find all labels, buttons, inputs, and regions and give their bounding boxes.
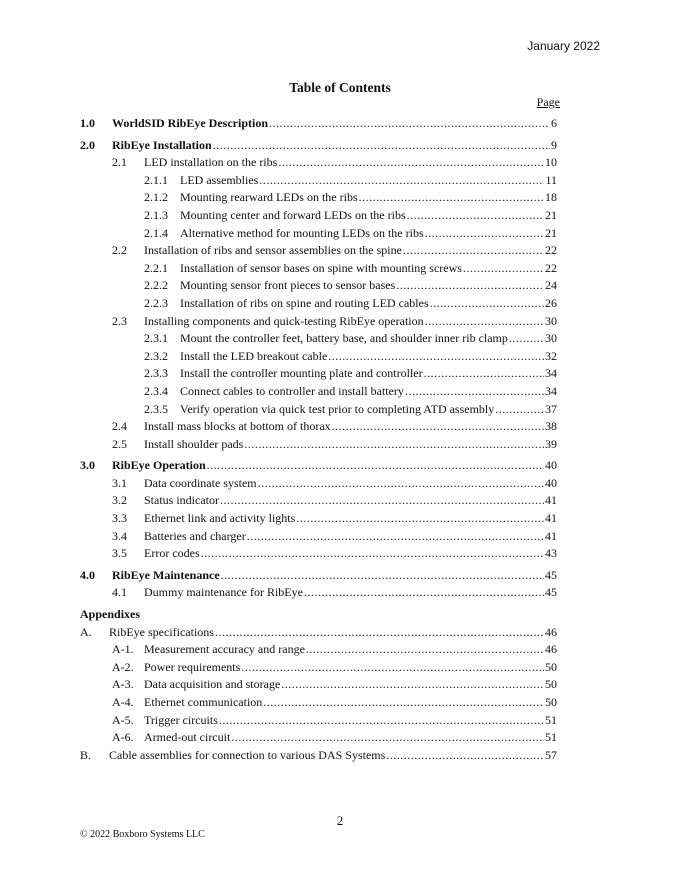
dot-leader <box>201 545 544 563</box>
toc-entry-number: 2.2.1 <box>144 260 168 275</box>
toc-entry[interactable] <box>80 348 557 366</box>
toc-entry-page: 21 <box>545 207 557 222</box>
dot-leader <box>396 277 544 295</box>
dot-leader <box>269 115 550 133</box>
dot-leader <box>425 225 544 243</box>
toc-entry-page: 34 <box>545 383 557 398</box>
toc-entry-page: 38 <box>545 419 557 434</box>
toc-entry-page: 45 <box>545 585 557 600</box>
header-date: January 2022 <box>527 39 600 53</box>
toc-entry-title: Installation of ribs on spine and routing LED cables <box>180 295 429 310</box>
appendix-entry-title: Measurement accuracy and range <box>144 642 305 657</box>
toc-entry-number: 2.5 <box>112 436 127 451</box>
toc-entry-number: 2.3.5 <box>144 401 168 416</box>
toc-entry-number: 2.2.2 <box>144 278 168 293</box>
toc-entry-page: 18 <box>545 190 557 205</box>
dot-leader <box>219 712 544 730</box>
toc-entry-page: 21 <box>545 225 557 240</box>
page-number: 2 <box>336 813 344 828</box>
appendix-entry[interactable] <box>80 641 557 659</box>
toc-entry[interactable] <box>80 492 557 510</box>
toc-entry-page: 40 <box>545 475 557 490</box>
toc-entry[interactable] <box>80 436 557 454</box>
toc-entry-page: 6 <box>551 116 557 130</box>
toc-entry-title: Dummy maintenance for RibEye <box>144 585 303 600</box>
dot-leader <box>407 207 544 225</box>
toc-entry-title: LED installation on the ribs <box>144 155 278 170</box>
dot-leader <box>281 676 544 694</box>
toc-entry[interactable] <box>80 295 557 313</box>
appendix-entry[interactable] <box>80 747 557 765</box>
toc-entry-number: 2.2 <box>112 243 127 258</box>
appendix-entry[interactable] <box>80 694 557 712</box>
toc-title: Table of Contents <box>289 80 391 95</box>
toc-entry-page: 26 <box>545 295 557 310</box>
toc-entry[interactable] <box>80 401 557 419</box>
toc-entry-title: RibEye Maintenance <box>112 567 220 582</box>
dot-leader <box>244 436 544 454</box>
toc-entry-title: Install mass blocks at bottom of thorax <box>144 419 331 434</box>
toc-entry-title: Installing components and quick-testing RibEye operation <box>144 313 424 328</box>
toc-entry-page: 45 <box>545 567 557 582</box>
toc-entry[interactable] <box>80 567 557 585</box>
appendix-entry-title: Data acquisition and storage <box>144 677 281 692</box>
toc-entry-page: 11 <box>545 172 557 187</box>
toc-entry-title: Install the LED breakout cable <box>180 348 328 363</box>
toc-entry[interactable] <box>80 277 557 295</box>
appendix-entry-title: Armed-out circuit <box>144 730 231 745</box>
toc-entry[interactable] <box>80 225 557 243</box>
toc-entry[interactable] <box>80 365 557 383</box>
dot-leader <box>495 401 544 419</box>
toc-entry[interactable] <box>80 383 557 401</box>
toc-entry-title: Batteries and charger <box>144 528 246 543</box>
toc-entry[interactable] <box>80 189 557 207</box>
toc-entry-number: 2.1 <box>112 155 127 170</box>
toc-entry-page: 41 <box>545 528 557 543</box>
toc-entry[interactable] <box>80 475 557 493</box>
toc-entry-page: 34 <box>545 366 557 381</box>
toc-entry-page: 40 <box>545 458 557 473</box>
toc-entry-title: Status indicator <box>144 493 219 508</box>
toc-entry[interactable] <box>80 545 557 563</box>
toc-entry-number: 3.2 <box>112 493 127 508</box>
toc-entry-title: WorldSID RibEye Description <box>112 116 269 130</box>
dot-leader <box>405 383 544 401</box>
dot-leader <box>213 137 550 155</box>
toc-entry-title: RibEye Installation <box>112 137 212 152</box>
toc-entry[interactable] <box>80 172 557 190</box>
copyright-footer: © 2022 Boxboro Systems LLC <box>80 829 205 840</box>
toc-entry[interactable] <box>80 137 557 155</box>
toc-entry-title: Mount the controller feet, battery base, and shoulder inner rib clamp <box>180 331 508 346</box>
toc-entry-number: 2.4 <box>112 419 127 434</box>
appendix-entry-number: A-4. <box>112 695 134 709</box>
appendix-entry-title: Power requirements <box>144 659 241 674</box>
toc-entry-title: Mounting rearward LEDs on the ribs <box>180 190 358 205</box>
toc-entry-number: 3.5 <box>112 546 127 561</box>
dot-leader <box>278 154 544 172</box>
toc-entry[interactable] <box>80 330 557 348</box>
appendix-entry[interactable] <box>80 729 557 747</box>
dot-leader <box>425 313 544 331</box>
dot-leader <box>403 242 544 260</box>
toc-entry-page: 32 <box>545 348 557 363</box>
toc-entry-number: 2.1.4 <box>144 225 168 240</box>
toc-entry-title: Alternative method for mounting LEDs on the ribs <box>180 225 424 240</box>
toc-entry-title: Verify operation via quick test prior to completing ATD assembly <box>180 401 495 416</box>
toc-entry[interactable] <box>80 207 557 225</box>
toc-entry-page: 43 <box>545 546 557 561</box>
appendix-entry-number: A-3. <box>112 677 134 692</box>
toc-entry-number: 3.3 <box>112 511 127 526</box>
appendix-entry-title: Ethernet communication <box>144 695 263 709</box>
dot-leader <box>247 528 544 546</box>
toc-entry-page: 24 <box>545 278 557 293</box>
dot-leader <box>386 747 544 765</box>
dot-leader <box>424 365 544 383</box>
toc-entry-number: 3.0 <box>80 458 95 473</box>
toc-entry-number: 2.0 <box>80 137 95 152</box>
appendix-entry[interactable] <box>80 659 557 677</box>
toc-entry-number: 2.3 <box>112 313 127 328</box>
appendix-entry-title: Cable assemblies for connection to various DAS Systems <box>109 747 386 762</box>
toc-entry-page: 41 <box>545 511 557 526</box>
toc-entry-number: 4.0 <box>80 567 95 582</box>
toc-entry-page: 9 <box>551 137 557 152</box>
toc-entry-title: Mounting sensor front pieces to sensor bases <box>180 278 396 293</box>
toc-entry-title: Installation of sensor bases on spine with mounting screws <box>180 260 462 275</box>
toc-entry-number: 2.3.4 <box>144 383 168 398</box>
toc-entry-page: 39 <box>545 436 557 451</box>
toc-entry[interactable] <box>80 115 557 133</box>
toc-entry-number: 1.0 <box>80 116 95 130</box>
appendix-entry-page: 50 <box>545 659 557 674</box>
toc-entry-page: 30 <box>545 313 557 328</box>
appendix-entry-title: RibEye specifications <box>109 624 214 639</box>
toc-entry[interactable] <box>80 584 557 602</box>
dot-leader <box>231 729 544 747</box>
toc-entry[interactable] <box>80 510 557 528</box>
dot-leader <box>221 567 544 585</box>
dot-leader <box>463 260 544 278</box>
toc-entry[interactable] <box>80 457 557 475</box>
toc-entry[interactable] <box>80 260 557 278</box>
dot-leader <box>220 492 544 510</box>
dot-leader <box>306 641 544 659</box>
appendix-entry-page: 46 <box>545 642 557 657</box>
dot-leader <box>296 510 544 528</box>
toc-entry[interactable] <box>80 154 557 172</box>
toc-entry-number: 2.3.2 <box>144 348 168 363</box>
dot-leader <box>215 624 544 642</box>
appendix-heading: Appendixes <box>80 607 141 622</box>
toc-entry-title: LED assemblies <box>180 172 259 187</box>
dot-leader <box>430 295 544 313</box>
appendix-entry-number: B. <box>80 747 92 762</box>
appendix-entry-page: 57 <box>545 747 557 762</box>
toc-entry[interactable] <box>80 313 557 331</box>
toc-entry[interactable] <box>80 528 557 546</box>
toc-entry-number: 2.1.1 <box>144 172 168 187</box>
dot-leader <box>241 659 544 677</box>
appendix-entry-number: A-6. <box>112 730 134 745</box>
toc-entry-title: Mounting center and forward LEDs on the ribs <box>180 207 406 222</box>
appendix-entry[interactable] <box>80 712 557 730</box>
table-of-contents <box>80 111 557 764</box>
dot-leader <box>332 418 544 436</box>
toc-entry-number: 2.3.1 <box>144 331 168 346</box>
appendix-entry-page: 46 <box>545 624 557 639</box>
dot-leader <box>328 348 544 366</box>
appendix-entry-page: 51 <box>545 712 557 727</box>
appendix-entry-number: A-1. <box>112 642 134 657</box>
toc-entry-page: 10 <box>545 155 557 170</box>
appendix-entry[interactable] <box>80 624 557 642</box>
dot-leader <box>359 189 544 207</box>
toc-entry-page: 37 <box>545 401 557 416</box>
toc-entry-title: Install the controller mounting plate and controller <box>180 366 423 381</box>
appendix-entry-page: 50 <box>545 677 557 692</box>
dot-leader <box>509 330 544 348</box>
dot-leader <box>207 457 544 475</box>
toc-entry-number: 2.1.2 <box>144 190 168 205</box>
appendix-entry-number: A-2. <box>112 659 134 674</box>
toc-entry-title: Connect cables to controller and install battery <box>180 383 404 398</box>
dot-leader <box>259 172 544 190</box>
toc-entry-page: 30 <box>545 331 557 346</box>
toc-entry-number: 2.2.3 <box>144 295 168 310</box>
appendix-entry[interactable] <box>80 676 557 694</box>
toc-entry-title: Ethernet link and activity lights <box>144 511 296 526</box>
appendix-entry-title: Trigger circuits <box>144 712 218 727</box>
toc-entry-page: 22 <box>545 243 557 258</box>
toc-entry[interactable] <box>80 242 557 260</box>
toc-entry-title: Error codes <box>144 546 200 561</box>
appendix-entry-page: 50 <box>545 695 557 709</box>
toc-entry-page: 41 <box>545 493 557 508</box>
toc-entry-number: 2.1.3 <box>144 207 168 222</box>
appendix-entry-number: A-5. <box>112 712 134 727</box>
page-column-label: Page <box>536 95 560 109</box>
toc-entry-title: Install shoulder pads <box>144 436 244 451</box>
toc-entry-page: 22 <box>545 260 557 275</box>
toc-entry-title: Data coordinate system <box>144 475 257 490</box>
toc-entry-number: 3.1 <box>112 475 127 490</box>
toc-entry-title: Installation of ribs and sensor assemblies on the spine <box>144 243 402 258</box>
toc-entry-number: 2.3.3 <box>144 366 168 381</box>
toc-entry-number: 3.4 <box>112 528 127 543</box>
dot-leader <box>304 584 544 602</box>
dot-leader <box>263 694 544 712</box>
toc-entry[interactable] <box>80 418 557 436</box>
appendix-entry-page: 51 <box>545 730 557 745</box>
dot-leader <box>258 475 544 493</box>
toc-entry-title: RibEye Operation <box>112 458 206 473</box>
toc-entry-number: 4.1 <box>112 585 127 600</box>
appendix-entry-number: A. <box>80 624 92 639</box>
